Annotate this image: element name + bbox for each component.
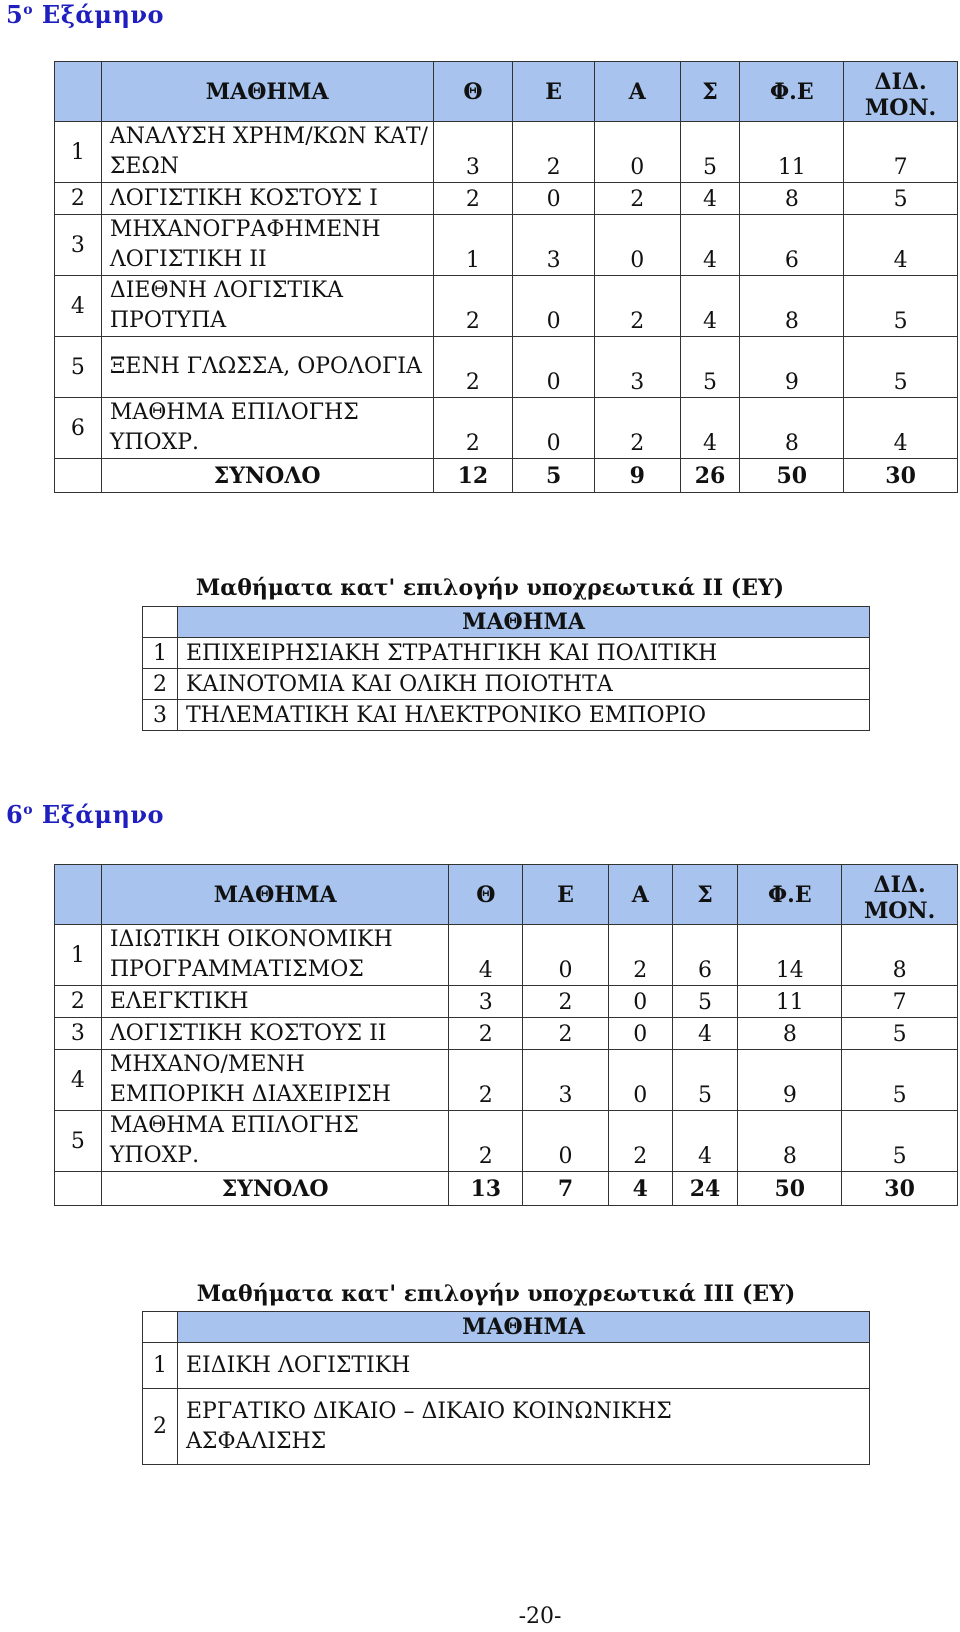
cell-s: 5 (680, 122, 740, 183)
row-index: 2 (143, 669, 178, 700)
cell-e: 0 (513, 398, 595, 459)
list-item (143, 1389, 870, 1465)
sem5-header-row (55, 62, 958, 122)
sem6-header-e: Ε (523, 865, 609, 925)
course-name: ΕΡΓΑΤΙΚΟ ΔΙΚΑΙΟ – ΔΙΚΑΙΟ ΚΟΙΝΩΝΙΚΗΣ ΑΣΦΑΛΙΣΗΣ (178, 1389, 870, 1465)
row-index: 5 (55, 337, 102, 398)
cell-a: 0 (594, 122, 680, 183)
cell-fe: 8 (738, 1111, 842, 1172)
table-row (55, 276, 958, 337)
elective2-table (142, 606, 870, 731)
total-did: 30 (844, 459, 958, 493)
cell-e: 2 (523, 986, 609, 1018)
course-name: ΛΟΓΙΣΤΙΚΗ ΚΟΣΤΟΥΣ ΙΙ (101, 1018, 449, 1050)
table-row (55, 986, 958, 1018)
cell-did: 5 (842, 1018, 958, 1050)
cell-did: 7 (844, 122, 958, 183)
table-row (55, 1111, 958, 1172)
cell-a: 2 (608, 1111, 672, 1172)
course-name: ΑΝΑΛΥΣΗ ΧΡΗΜ/ΚΩΝ ΚΑΤ/ΣΕΩΝ (101, 122, 433, 183)
elective2-header-index (143, 607, 178, 638)
cell-a: 3 (594, 337, 680, 398)
cell-e: 3 (523, 1050, 609, 1111)
cell-a: 0 (608, 1050, 672, 1111)
row-index: 4 (55, 1050, 102, 1111)
row-index: 2 (55, 183, 102, 215)
total-e: 7 (523, 1172, 609, 1206)
cell-fe: 14 (738, 925, 842, 986)
course-name: ΞΕΝΗ ΓΛΩΣΣΑ, ΟΡΟΛΟΓΙΑ (101, 337, 433, 398)
cell-s: 4 (680, 276, 740, 337)
cell-t: 4 (449, 925, 523, 986)
table-row (55, 925, 958, 986)
total-label: ΣΥΝΟΛΟ (101, 459, 433, 493)
cell-t: 2 (433, 276, 513, 337)
cell-e: 0 (513, 337, 595, 398)
cell-t: 2 (449, 1111, 523, 1172)
elective3-table (142, 1311, 870, 1465)
sem5-header-course: ΜΑΘΗΜΑ (101, 62, 433, 122)
cell-fe: 9 (740, 337, 844, 398)
sem5-header-s: Σ (680, 62, 740, 122)
cell-did: 4 (844, 398, 958, 459)
total-blank (55, 459, 102, 493)
row-index: 3 (55, 215, 102, 276)
course-name: ΛΟΓΙΣΤΙΚΗ ΚΟΣΤΟΥΣ Ι (101, 183, 433, 215)
sem5-header-fe: Φ.Ε (740, 62, 844, 122)
sem5-header-index (55, 62, 102, 122)
course-name: ΜΑΘΗΜΑ ΕΠΙΛΟΓΗΣ ΥΠΟΧΡ. (101, 398, 433, 459)
elective2-header-course: ΜΑΘΗΜΑ (178, 607, 870, 638)
row-index: 5 (55, 1111, 102, 1172)
row-index: 3 (55, 1018, 102, 1050)
cell-fe: 8 (740, 276, 844, 337)
cell-did: 5 (842, 1050, 958, 1111)
cell-did: 8 (842, 925, 958, 986)
cell-a: 2 (594, 276, 680, 337)
cell-e: 2 (523, 1018, 609, 1050)
course-name: ΔΙΕΘΝΗ ΛΟΓΙΣΤΙΚΑ ΠΡΟΤΥΠΑ (101, 276, 433, 337)
list-item (143, 638, 870, 669)
sem6-header-a: Α (608, 865, 672, 925)
cell-s: 4 (672, 1018, 738, 1050)
cell-did: 5 (844, 337, 958, 398)
course-name: ΜΗΧΑΝΟΓΡΑΦΗΜΕΝΗ ΛΟΓΙΣΤΙΚΗ ΙΙ (101, 215, 433, 276)
sem6-word: Εξάμηνο (41, 800, 165, 829)
row-index: 1 (55, 122, 102, 183)
cell-t: 2 (433, 398, 513, 459)
row-index: 4 (55, 276, 102, 337)
cell-fe: 9 (738, 1050, 842, 1111)
sem6-header-t: Θ (449, 865, 523, 925)
cell-fe: 8 (738, 1018, 842, 1050)
row-index: 1 (55, 925, 102, 986)
sem5-heading (6, 0, 164, 29)
cell-e: 0 (513, 276, 595, 337)
cell-t: 2 (449, 1050, 523, 1111)
cell-s: 6 (672, 925, 738, 986)
cell-a: 0 (608, 986, 672, 1018)
sem6-header-index (55, 865, 102, 925)
table-row (55, 1050, 958, 1111)
sem5-total-row (55, 459, 958, 493)
cell-e: 0 (523, 1111, 609, 1172)
total-blank (55, 1172, 102, 1206)
sem6-header-fe: Φ.Ε (738, 865, 842, 925)
sem6-total-row (55, 1172, 958, 1206)
course-name: ΤΗΛΕΜΑΤΙΚΗ ΚΑΙ ΗΛΕΚΤΡΟΝΙΚΟ ΕΜΠΟΡΙΟ (178, 700, 870, 731)
sem5-header-e: Ε (513, 62, 595, 122)
sem5-header-a: Α (594, 62, 680, 122)
sem6-header-row (55, 865, 958, 925)
row-index: 3 (143, 700, 178, 731)
cell-e: 0 (513, 183, 595, 215)
table-row (55, 215, 958, 276)
cell-t: 2 (433, 183, 513, 215)
total-a: 9 (594, 459, 680, 493)
page-number: -20- (518, 1604, 562, 1629)
sem5-number: 5 (6, 0, 24, 29)
list-item (143, 669, 870, 700)
cell-s: 4 (672, 1111, 738, 1172)
elective3-header-row (143, 1312, 870, 1343)
cell-a: 0 (594, 215, 680, 276)
cell-fe: 11 (738, 986, 842, 1018)
total-label: ΣΥΝΟΛΟ (101, 1172, 449, 1206)
row-index: 2 (143, 1389, 178, 1465)
cell-fe: 6 (740, 215, 844, 276)
elective2-header-row (143, 607, 870, 638)
sem6-table (54, 864, 958, 1206)
sem6-heading (6, 800, 164, 829)
sem5-word: Εξάμηνο (41, 0, 165, 29)
table-row (55, 1018, 958, 1050)
total-e: 5 (513, 459, 595, 493)
cell-t: 3 (449, 986, 523, 1018)
course-name: ΜΗΧΑΝΟ/ΜΕΝΗ ΕΜΠΟΡΙΚΗ ΔΙΑΧΕΙΡΙΣΗ (101, 1050, 449, 1111)
course-name: ΕΙΔΙΚΗ ΛΟΓΙΣΤΙΚΗ (178, 1343, 870, 1389)
course-name: ΙΔΙΩΤΙΚΗ ΟΙΚΟΝΟΜΙΚΗ ΠΡΟΓΡΑΜΜΑΤΙΣΜΟΣ (101, 925, 449, 986)
cell-a: 2 (608, 925, 672, 986)
table-row (55, 122, 958, 183)
cell-s: 5 (680, 337, 740, 398)
cell-a: 2 (594, 183, 680, 215)
table-row (55, 183, 958, 215)
sem6-header-course: ΜΑΘΗΜΑ (101, 865, 449, 925)
sem5-table (54, 61, 958, 493)
total-a: 4 (608, 1172, 672, 1206)
cell-fe: 11 (740, 122, 844, 183)
cell-did: 5 (844, 276, 958, 337)
total-s: 26 (680, 459, 740, 493)
cell-fe: 8 (740, 398, 844, 459)
cell-e: 3 (513, 215, 595, 276)
cell-s: 4 (680, 183, 740, 215)
sem5-header-did: ΔΙΔ. ΜΟΝ. (844, 62, 958, 122)
cell-t: 3 (433, 122, 513, 183)
cell-s: 5 (672, 1050, 738, 1111)
sem6-header-s: Σ (672, 865, 738, 925)
cell-t: 2 (449, 1018, 523, 1050)
row-index: 2 (55, 986, 102, 1018)
course-name: ΕΛΕΓΚΤΙΚΗ (101, 986, 449, 1018)
sem5-header-t: Θ (433, 62, 513, 122)
cell-a: 0 (608, 1018, 672, 1050)
elective3-header-course: ΜΑΘΗΜΑ (178, 1312, 870, 1343)
cell-did: 5 (842, 1111, 958, 1172)
total-fe: 50 (738, 1172, 842, 1206)
cell-e: 2 (513, 122, 595, 183)
total-fe: 50 (740, 459, 844, 493)
sem6-sup: ο (23, 802, 34, 818)
total-t: 13 (449, 1172, 523, 1206)
list-item (143, 1343, 870, 1389)
list-item (143, 700, 870, 731)
cell-e: 0 (523, 925, 609, 986)
sem6-header-did: ΔΙΔ. ΜΟΝ. (842, 865, 958, 925)
table-row (55, 337, 958, 398)
cell-did: 7 (842, 986, 958, 1018)
total-s: 24 (672, 1172, 738, 1206)
cell-s: 4 (680, 215, 740, 276)
course-name: ΕΠΙΧΕΙΡΗΣΙΑΚΗ ΣΤΡΑΤΗΓΙΚΗ ΚΑΙ ΠΟΛΙΤΙΚΗ (178, 638, 870, 669)
cell-t: 1 (433, 215, 513, 276)
cell-t: 2 (433, 337, 513, 398)
table-row (55, 398, 958, 459)
elective2-caption: Μαθήματα κατ' επιλογήν υποχρεωτικά ΙΙ (ΕΥ) (195, 575, 785, 601)
row-index: 1 (143, 638, 178, 669)
sem6-number: 6 (6, 800, 24, 829)
cell-s: 5 (672, 986, 738, 1018)
elective3-header-index (143, 1312, 178, 1343)
cell-fe: 8 (740, 183, 844, 215)
row-index: 1 (143, 1343, 178, 1389)
cell-a: 2 (594, 398, 680, 459)
elective3-caption: Μαθήματα κατ' επιλογήν υποχρεωτικά ΙΙΙ (ΕΥ) (196, 1281, 796, 1307)
total-t: 12 (433, 459, 513, 493)
row-index: 6 (55, 398, 102, 459)
cell-did: 5 (844, 183, 958, 215)
cell-did: 4 (844, 215, 958, 276)
course-name: ΜΑΘΗΜΑ ΕΠΙΛΟΓΗΣ ΥΠΟΧΡ. (101, 1111, 449, 1172)
course-name: ΚΑΙΝΟΤΟΜΙΑ ΚΑΙ ΟΛΙΚΗ ΠΟΙΟΤΗΤΑ (178, 669, 870, 700)
total-did: 30 (842, 1172, 958, 1206)
sem5-sup: ο (23, 2, 34, 18)
cell-s: 4 (680, 398, 740, 459)
